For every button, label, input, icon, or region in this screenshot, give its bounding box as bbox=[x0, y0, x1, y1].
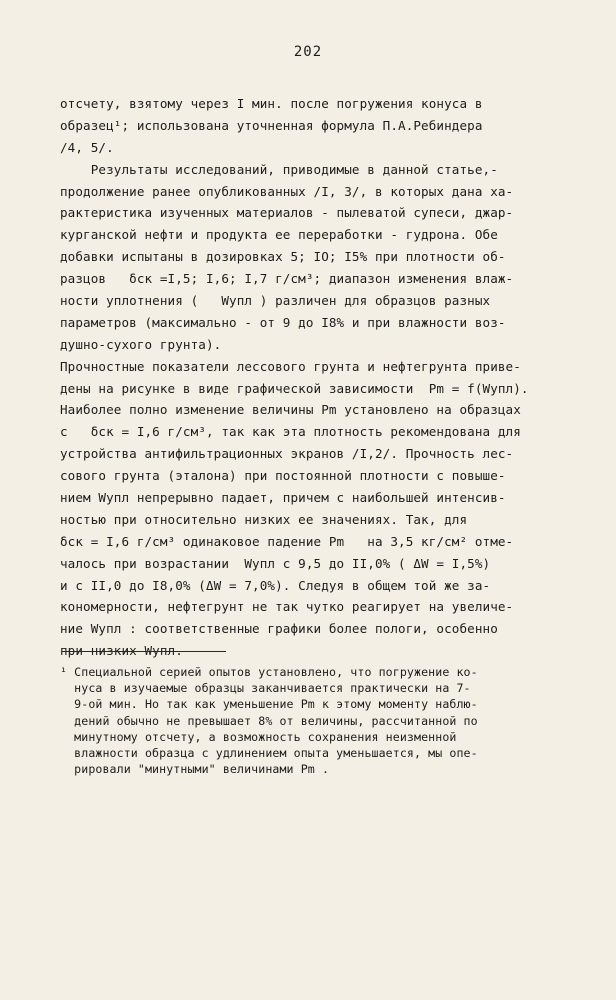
footnote-line: ¹ Специальной серией опытов установлено, что погружение ко- bbox=[60, 665, 478, 679]
text-line: курганской нефти и продукта ее переработки - гудрона. Обе bbox=[60, 227, 498, 243]
text-line: образец¹; использована уточненная формула П.А.Ребиндера bbox=[60, 117, 483, 133]
footnote-divider bbox=[62, 651, 226, 652]
text-line: Наиболее полно изменение величины Pm установлено на образцах bbox=[60, 402, 521, 418]
page-number: 202 bbox=[293, 44, 323, 60]
text-line: устройства антифильтрационных экранов /I,2/. Прочность лес- bbox=[60, 446, 514, 462]
body-text bbox=[60, 93, 600, 662]
text-line: и с II,0 до I8,0% (ΔW = 7,0%). Следуя в общем той же за- bbox=[60, 577, 491, 593]
text-line: нием Wупл непрерывно падает, причем с наибольшей интенсив- bbox=[60, 490, 506, 506]
text-line: Прочностные показатели лессового грунта и нефтегрунта приве- bbox=[60, 358, 521, 374]
footnote-line: 9-ой мин. Но так как уменьшение Pm к этому моменту наблю- bbox=[60, 697, 478, 712]
text-line: ностью при относительно низких ее значениях. Так, для bbox=[60, 511, 468, 527]
text-line: с δск = I,6 г/см³, так как эта плотность рекомендована для bbox=[60, 424, 521, 440]
text-line: отсчету, взятому через I мин. после погружения конуса в bbox=[60, 96, 483, 111]
footnote-line: нуса в изучаемые образцы заканчивается практически на 7- bbox=[60, 681, 471, 696]
text-line: добавки испытаны в дозировках 5; IO; I5% при плотности об- bbox=[60, 249, 506, 265]
text-line: сового грунта (эталона) при постоянной плотности с повыше- bbox=[60, 468, 506, 484]
text-line: дены на рисунке в виде графической зависимости Pm = f(Wупл). bbox=[60, 380, 529, 396]
footnote-line: минутному отсчету, а возможность сохранения неизменной bbox=[60, 729, 457, 744]
text-line: кономерности, нефтегрунт не так чутко реагирует на увеличе- bbox=[60, 599, 514, 615]
text-line: ности уплотнения ( Wупл ) различен для образцов разных bbox=[60, 293, 491, 309]
footnote-line: рировали "минутными" величинами Pm . bbox=[60, 762, 330, 777]
text-line: разцов δск =I,5; I,6; I,7 г/см³; диапазон изменения влаж- bbox=[60, 271, 514, 287]
text-line: Результаты исследований, приводимые в данной статье,- bbox=[60, 161, 498, 177]
footnote bbox=[60, 664, 600, 777]
text-line: ние Wупл : соответственные графики более пологи, особенно bbox=[60, 621, 498, 637]
text-line: параметров (максимально - от 9 до I8% и при влажности воз- bbox=[60, 314, 506, 330]
text-line: чалось при возрастании Wупл с 9,5 до II,0% ( ΔW = I,5%) bbox=[60, 555, 491, 571]
text-line: при низких Wупл. bbox=[60, 643, 183, 659]
text-line: рактеристика изученных материалов - пылеватой супеси, джар- bbox=[60, 205, 514, 221]
footnote-line: дений обычно не превышает 8% от величины, рассчитанной по bbox=[60, 713, 478, 728]
text-line: δск = I,6 г/см³ одинаковое падение Pm на 3,5 кг/см² отме- bbox=[60, 533, 514, 549]
text-line: душно-сухого грунта). bbox=[60, 336, 222, 352]
footnote-line: влажности образца с удлинением опыта уменьшается, мы опе- bbox=[60, 745, 478, 760]
text-line: /4, 5/. bbox=[60, 139, 114, 155]
text-line: продолжение ранее опубликованных /I, 3/, в которых дана ха- bbox=[60, 183, 514, 199]
